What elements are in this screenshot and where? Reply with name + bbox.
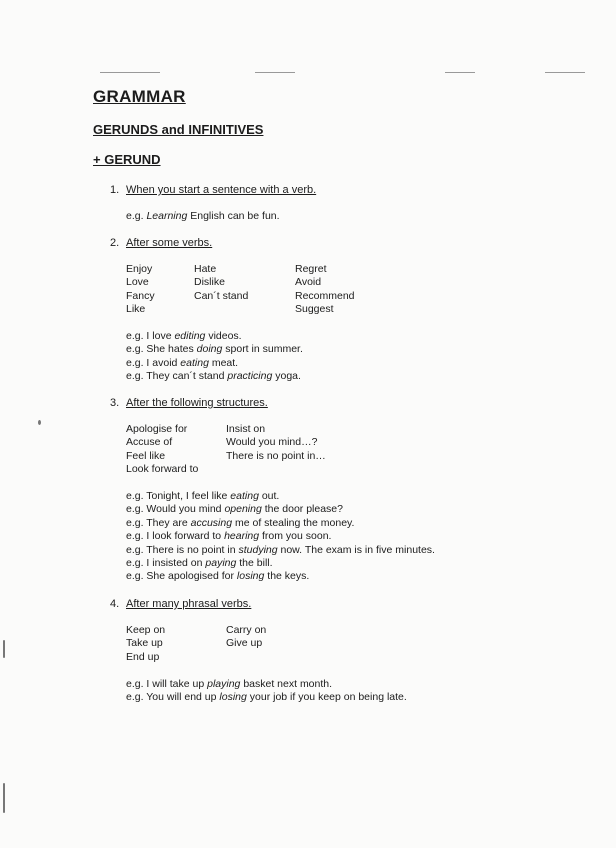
- scan-speck: [3, 783, 5, 813]
- example-list: [126, 210, 280, 223]
- verb-item: Regret: [295, 263, 327, 275]
- gerund-highlight: paying: [205, 557, 237, 570]
- rule-number: 1.: [110, 184, 120, 196]
- scan-mark: [255, 72, 295, 73]
- example-sentence: e.g. I insisted on paying the bill.: [126, 557, 273, 570]
- document-subtitle: GERUNDS and INFINITIVES: [93, 122, 264, 137]
- example-sentence: e.g. You will end up losing your job if you keep on being late.: [126, 691, 407, 704]
- example-list: [126, 330, 303, 384]
- gerund-highlight: doing: [196, 343, 223, 356]
- example-sentence: e.g. They can´t stand practicing yoga.: [126, 370, 301, 383]
- example-list: [126, 678, 407, 705]
- gerund-highlight: eating: [180, 356, 209, 369]
- verb-item: Fancy: [126, 289, 155, 302]
- rule-heading: [110, 598, 251, 610]
- verb-item: Hate: [194, 263, 217, 275]
- gerund-highlight: Learning: [146, 210, 188, 222]
- scan-speck: [3, 640, 5, 658]
- verb-column: [295, 263, 355, 317]
- phrasal-verb-item: Give up: [226, 637, 263, 650]
- rule-text: After some verbs.: [126, 237, 213, 249]
- example-sentence: e.g. I love editing videos.: [126, 330, 242, 342]
- example-sentence: e.g. Learning English can be fun.: [126, 210, 280, 222]
- gerund-highlight: losing: [236, 570, 265, 583]
- example-sentence: e.g. Tonight, I feel like eating out.: [126, 490, 280, 502]
- phrasal-verb-item: Carry on: [226, 624, 267, 636]
- scan-mark: [545, 72, 585, 73]
- verb-item: Can´t stand: [194, 289, 249, 302]
- example-sentence: e.g. She hates doing sport in summer.: [126, 343, 303, 356]
- verb-item: Avoid: [295, 276, 322, 289]
- gerund-highlight: studying: [238, 543, 278, 556]
- phrasal-verb-item: Keep on: [126, 624, 166, 636]
- example-sentence: e.g. Would you mind opening the door please?: [126, 503, 343, 516]
- verb-item: Suggest: [295, 303, 334, 316]
- phrasal-verb-column: [226, 624, 266, 651]
- verb-item: Like: [126, 303, 146, 316]
- example-sentence: e.g. I look forward to hearing from you soon.: [126, 530, 332, 543]
- gerund-highlight: editing: [174, 330, 206, 342]
- rule-text: After the following structures.: [126, 397, 268, 409]
- rule-heading: [110, 397, 268, 409]
- structure-item: Insist on: [226, 423, 266, 435]
- gerund-highlight: hearing: [224, 530, 260, 543]
- verb-item: Recommend: [295, 289, 355, 302]
- structure-item: Would you mind…?: [226, 436, 318, 449]
- rule-text: After many phrasal verbs.: [126, 598, 252, 610]
- gerund-highlight: opening: [224, 503, 262, 516]
- verb-column: [194, 263, 248, 303]
- section-heading: + GERUND: [93, 152, 161, 167]
- verb-item: Love: [126, 276, 149, 289]
- example-sentence: e.g. She apologised for losing the keys.: [126, 570, 310, 583]
- example-sentence: e.g. I avoid eating meat.: [126, 356, 239, 369]
- document-title: GRAMMAR: [93, 87, 186, 106]
- structure-item: Look forward to: [126, 463, 199, 476]
- example-list: [126, 490, 435, 584]
- rule-text: When you start a sentence with a verb.: [126, 184, 317, 196]
- rule-heading: [110, 237, 212, 249]
- phrasal-verb-column: [126, 624, 165, 664]
- structure-column: [226, 423, 326, 463]
- structure-column: [126, 423, 198, 477]
- example-sentence: e.g. I will take up playing basket next month.: [126, 678, 333, 690]
- scan-mark: [445, 72, 475, 73]
- rule-number: 2.: [110, 237, 120, 249]
- structure-item: There is no point in…: [226, 449, 326, 462]
- scan-speck: [38, 420, 41, 425]
- example-sentence: e.g. They are accusing me of stealing the money.: [126, 516, 355, 529]
- structure-item: Feel like: [126, 449, 166, 462]
- rule-number: 3.: [110, 397, 120, 409]
- verb-item: Enjoy: [126, 263, 153, 275]
- example-sentence: e.g. There is no point in studying now. The exam is in five minutes.: [126, 543, 435, 556]
- gerund-highlight: practicing: [227, 370, 273, 383]
- gerund-highlight: losing: [219, 691, 247, 704]
- rule-heading: [110, 184, 316, 196]
- gerund-highlight: playing: [207, 678, 241, 690]
- rule-number: 4.: [110, 598, 120, 610]
- phrasal-verb-item: End up: [126, 650, 160, 663]
- scan-mark: [100, 72, 160, 73]
- phrasal-verb-item: Take up: [126, 637, 163, 650]
- verb-item: Dislike: [194, 276, 225, 289]
- verb-column: [126, 263, 155, 317]
- structure-item: Apologise for: [126, 423, 188, 435]
- gerund-highlight: accusing: [190, 516, 233, 529]
- gerund-highlight: eating: [230, 490, 259, 502]
- structure-item: Accuse of: [126, 436, 173, 449]
